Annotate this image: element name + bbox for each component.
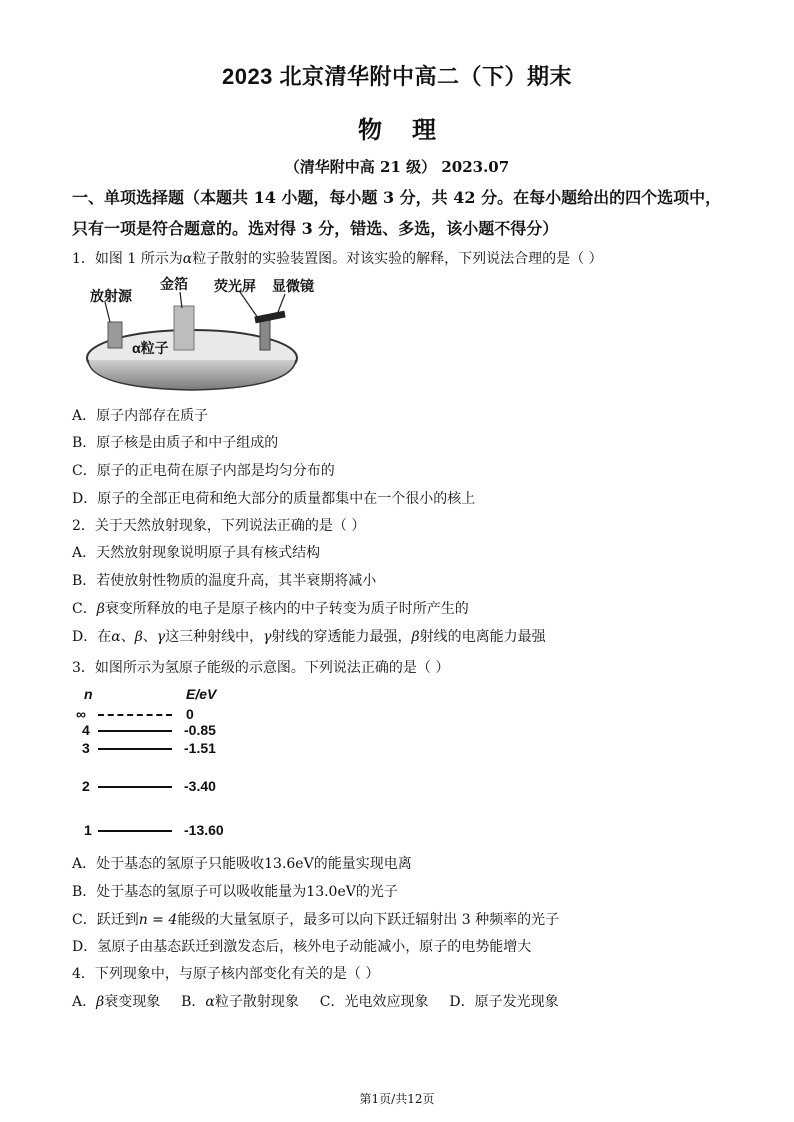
source-label: 放射源 <box>90 288 132 304</box>
q1-stem <box>72 248 603 268</box>
q2-option-c <box>72 598 469 618</box>
level-line-1 <box>98 830 172 832</box>
energy-header: E/eV <box>186 686 217 702</box>
q4-option-d: D．原子发光现象 <box>449 994 559 1010</box>
q3b-text-2: 的光子 <box>355 884 398 900</box>
level-line-inf <box>98 714 172 716</box>
q3c-text: C．跃迁到 <box>72 912 139 928</box>
q2c-text: 衰变所释放的电子是原子核内的中子转变为质子时所产生的 <box>104 601 469 617</box>
q3a-text-2: 的能量实现电离 <box>313 856 412 872</box>
q2-option-b: B．若使放射性物质的温度升高，其半衰期将减小 <box>72 573 377 589</box>
microscope-label: 显微镜 <box>272 278 314 294</box>
energy-level-diagram <box>76 686 256 842</box>
level-e-inf: 0 <box>186 706 194 722</box>
level-line-2 <box>98 786 172 788</box>
gamma-symbol: γ <box>156 629 166 645</box>
q4-stem: 4．下列现象中，与原子核内部变化有关的是（ ） <box>72 966 380 982</box>
separator: 、 <box>120 629 135 645</box>
q3b-text: B．处于基态的氢原子可以吸收能量为 <box>72 884 307 900</box>
level-n-1: 1 <box>84 822 92 838</box>
q1-option-b: B．原子核是由质子和中子组成的 <box>72 435 279 451</box>
alpha-scattering-figure <box>80 276 314 396</box>
section1-heading: 一、单项选择题（本题共 14 小题，每小题 3 分，共 42 分。在每小题给出的四个选项中，只有一项是符合题意的。选对得 3 分，错选、多选，该小题不得分） <box>72 188 722 238</box>
class-info: （清华附中高 21 级） 2023.07 <box>284 158 510 176</box>
alpha-symbol: α <box>182 251 193 267</box>
q2-option-d <box>72 626 546 646</box>
level-n-2: 2 <box>82 778 90 794</box>
q1-stem-text-2: 粒子散射的实验装置图。对该实验的解释，下列说法合理的是（ ） <box>192 251 603 267</box>
screen-label: 荧光屏 <box>214 278 256 294</box>
beta-symbol: β <box>411 629 420 645</box>
separator: 、 <box>142 629 157 645</box>
q2-option-a: A．天然放射现象说明原子具有核式结构 <box>72 545 321 561</box>
exam-title: 2023 北京清华附中高二（下）期末 <box>221 64 573 89</box>
q3-option-a <box>72 853 412 873</box>
q2-stem: 2．关于天然放射现象，下列说法正确的是（ ） <box>72 518 366 534</box>
q4b-label: B． <box>181 994 206 1010</box>
page-number: 第1页/共12页 <box>359 1092 435 1106</box>
alpha-symbol: α <box>205 994 215 1010</box>
level-e-4: -0.85 <box>184 722 216 738</box>
level-n-4: 4 <box>82 722 90 738</box>
q4a-text: 衰变现象 <box>104 994 161 1010</box>
q4-option-c: C．光电效应现象 <box>319 994 429 1010</box>
subject-title: 物理 <box>358 115 466 144</box>
beta-symbol: β <box>96 601 105 617</box>
beta-symbol: β <box>134 629 143 645</box>
q3b-value: 13.0eV <box>306 884 356 900</box>
q3-stem: 3．如图所示为氢原子能级的示意图。下列说法正确的是（ ） <box>72 660 450 676</box>
q3c-text-2: 能级的大量氢原子，最多可以向下跃迁辐射出 3 种频率的光子 <box>177 912 560 928</box>
q2d-text: 这三种射线中， <box>165 629 264 645</box>
n-header: n <box>84 686 93 702</box>
q3a-text: A．处于基态的氢原子只能吸收 <box>72 856 265 872</box>
q3a-value: 13.6eV <box>264 856 314 872</box>
q1-stem-text: 1．如图 1 所示为 <box>72 251 183 267</box>
q3-option-b <box>72 881 398 901</box>
foil-label: 金箔 <box>160 276 188 292</box>
q4b-text: 粒子散射现象 <box>214 994 299 1010</box>
q4a-label: A． <box>72 994 97 1010</box>
q1-option-a: A．原子内部存在质子 <box>72 408 209 424</box>
q4-options <box>72 991 559 1011</box>
q2d-label: D．在 <box>72 629 112 645</box>
q2d-text-2: 射线的穿透能力最强， <box>271 629 412 645</box>
alpha-symbol: α <box>111 629 121 645</box>
level-e-2: -3.40 <box>184 778 216 794</box>
alpha-particle-label: α粒子 <box>132 340 169 356</box>
level-e-1: -13.60 <box>184 822 224 838</box>
level-n-3: 3 <box>82 740 90 756</box>
beta-symbol: β <box>96 994 105 1010</box>
level-n-inf: ∞ <box>76 706 86 722</box>
q3c-equation: n = 4 <box>138 912 178 928</box>
q1-option-d: D．原子的全部正电荷和绝大部分的质量都集中在一个很小的核上 <box>72 491 476 507</box>
level-line-4 <box>98 730 172 732</box>
gamma-symbol: γ <box>263 629 272 645</box>
q2c-label: C． <box>72 601 97 617</box>
level-e-3: -1.51 <box>184 740 216 756</box>
q2d-text-3: 射线的电离能力最强 <box>419 629 546 645</box>
q3-option-d: D．氢原子由基态跃迁到激发态后，核外电子动能减小，原子的电势能增大 <box>72 939 532 955</box>
q3-option-c <box>72 909 559 929</box>
q1-option-c: C．原子的正电荷在原子内部是均匀分布的 <box>72 463 335 479</box>
level-line-3 <box>98 748 172 750</box>
